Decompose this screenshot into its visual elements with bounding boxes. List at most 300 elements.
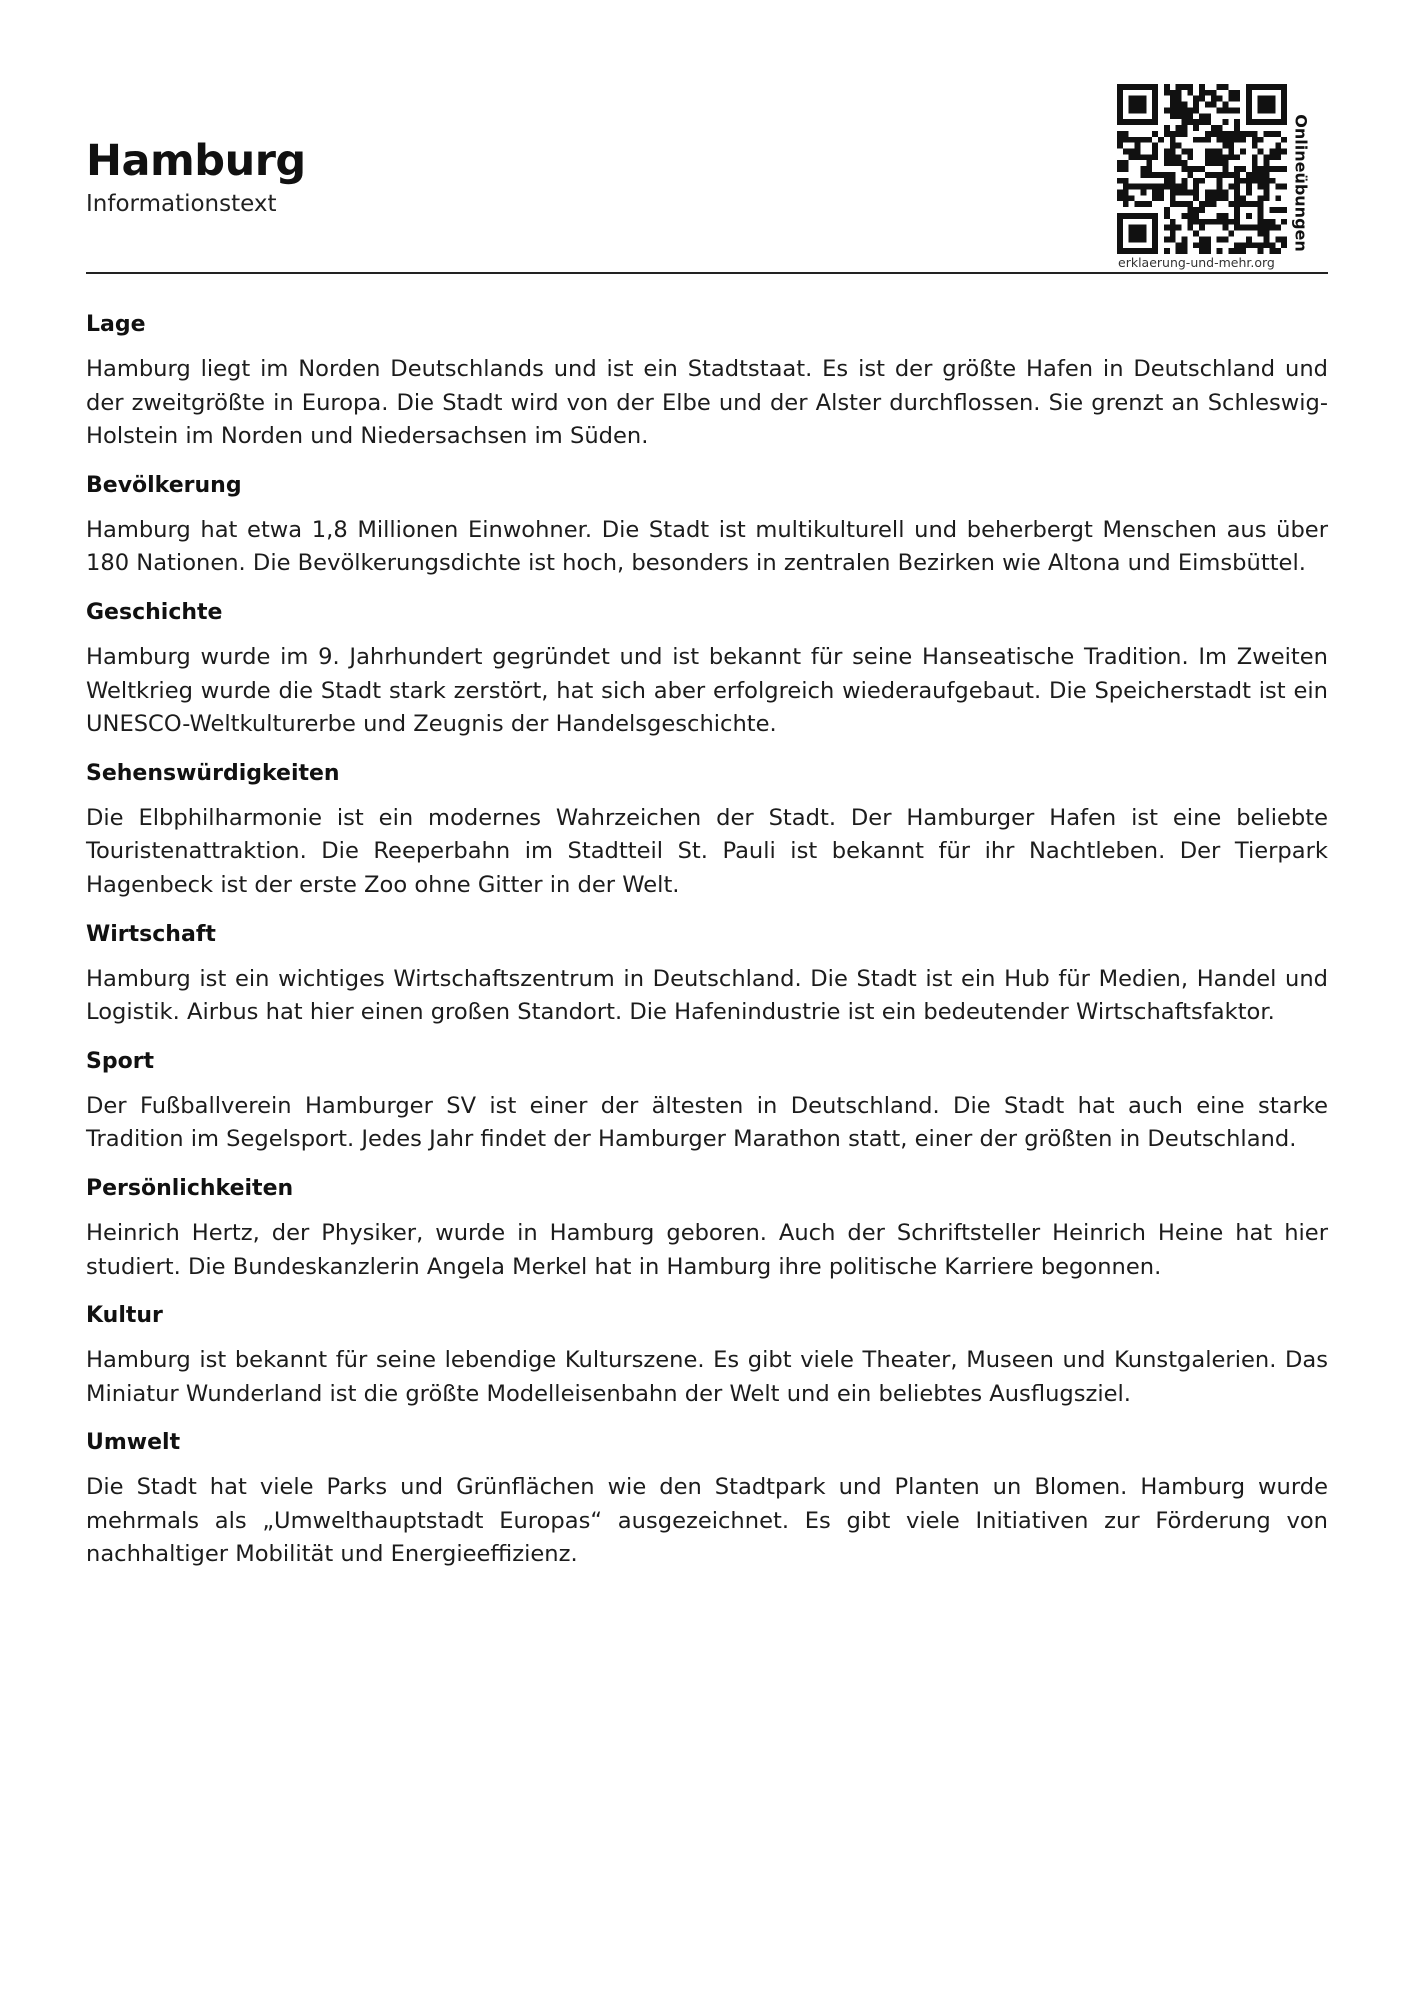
qr-module [1228,248,1234,254]
qr-module [1252,242,1258,248]
qr-module [1181,201,1187,207]
qr-module [1170,148,1176,154]
qr-module [1170,172,1176,178]
qr-module [1164,160,1170,166]
qr-module [1193,102,1199,108]
qr-module [1152,190,1158,196]
qr-module [1211,160,1217,166]
qr-module [1129,119,1135,125]
qr-module [1135,137,1141,143]
qr-module [1152,154,1158,160]
qr-module [1223,225,1229,231]
qr-module [1246,201,1252,207]
qr-module [1252,84,1258,90]
qr-module [1152,184,1158,190]
qr-module [1187,201,1193,207]
qr-module [1228,90,1234,96]
qr-module [1129,154,1135,160]
qr-module [1170,184,1176,190]
qr-module [1258,184,1264,190]
qr-module [1123,131,1129,137]
qr-module [1275,184,1281,190]
qr-module [1181,113,1187,119]
section-heading: Lage [86,312,146,337]
qr-module [1240,195,1246,201]
section-heading: Geschichte [86,599,223,625]
qr-module [1135,201,1141,207]
qr-module [1199,219,1205,225]
qr-module [1228,231,1234,237]
qr-module [1117,131,1123,137]
qr-module [1264,166,1270,172]
qr-module [1140,102,1146,108]
qr-module [1140,154,1146,160]
qr-module [1193,184,1199,190]
qr-module [1275,166,1281,172]
qr-module [1264,160,1270,166]
qr-module [1140,137,1146,143]
qr-module [1123,148,1129,154]
section-body: Die Stadt hat viele Parks und Grünflächen wie den Stadtpark und Planten un Blomen. Hamburg wurde mehrmals als „Umwelthauptstadt Europas“ ausgezeichnet. Es gibt viele Initiativen zur Förderung von nachhaltiger Mobilität und Energieeffizienz. [86,1474,1328,1568]
qr-module [1117,190,1123,196]
qr-module [1258,172,1264,178]
qr-module [1199,84,1205,90]
qr-module [1181,236,1187,242]
qr-module [1281,96,1287,102]
qr-module [1234,131,1240,137]
qr-module [1170,231,1176,237]
qr-module [1117,160,1123,166]
qr-module [1129,213,1135,219]
qr-module [1217,178,1223,184]
qr-module [1234,248,1240,254]
qr-module [1170,137,1176,143]
qr-module [1246,119,1252,125]
qr-module [1176,242,1182,248]
qr-module [1164,213,1170,219]
qr-module [1217,184,1223,190]
qr-module [1170,201,1176,207]
qr-module [1205,119,1211,125]
qr-module [1264,84,1270,90]
qr-code-icon[interactable] [1117,84,1287,254]
qr-module [1228,172,1234,178]
qr-module [1211,195,1217,201]
qr-module [1170,225,1176,231]
qr-module [1199,137,1205,143]
qr-module [1146,84,1152,90]
qr-module [1129,96,1135,102]
qr-module [1234,178,1240,184]
qr-module [1199,225,1205,231]
qr-module [1246,236,1252,242]
qr-module [1217,131,1223,137]
qr-module [1117,84,1123,90]
qr-module [1164,90,1170,96]
qr-module [1193,219,1199,225]
qr-module [1193,213,1199,219]
qr-module [1140,107,1146,113]
qr-module [1117,231,1123,237]
qr-module [1187,113,1193,119]
qr-module [1117,137,1123,143]
qr-module [1146,154,1152,160]
qr-module [1234,225,1240,231]
qr-module [1193,166,1199,172]
section-body: Hamburg liegt im Norden Deutschlands und ist ein Stadtstaat. Es ist der größte Hafen in Deutschland und der zweitgrößte in Europa. Die Stadt wird von der Elbe und der Alster durchflossen. Sie grenzt an Schleswig-Holstein im Norden und Niedersachsen im Süden. [86,356,1328,450]
qr-module [1123,213,1129,219]
qr-module [1135,148,1141,154]
qr-module [1269,131,1275,137]
qr-module [1234,207,1240,213]
qr-module [1258,201,1264,207]
qr-module [1205,137,1211,143]
qr-module [1140,119,1146,125]
qr-module [1187,148,1193,154]
qr-module [1123,84,1129,90]
qr-module [1181,131,1187,137]
qr-module [1199,207,1205,213]
qr-module [1205,236,1211,242]
qr-module [1258,137,1264,143]
qr-module [1135,107,1141,113]
qr-module [1181,213,1187,219]
qr-module [1264,242,1270,248]
section-body: Hamburg ist ein wichtiges Wirtschaftszentrum in Deutschland. Die Stadt ist ein Hub für Medien, Handel und Logistik. Airbus hat hier einen großen Standort. Die Hafenindustrie ist ein bedeutender Wirtschaftsfaktor. [86,965,1328,1026]
qr-module [1234,213,1240,219]
qr-module [1205,172,1211,178]
qr-module [1140,166,1146,172]
qr-module [1269,96,1275,102]
qr-module [1246,190,1252,196]
qr-module [1246,172,1252,178]
qr-module [1211,131,1217,137]
qr-module [1152,225,1158,231]
qr-module [1158,184,1164,190]
qr-module [1164,154,1170,160]
section-umwelt [86,1428,1328,1572]
qr-module [1228,148,1234,154]
qr-module [1140,225,1146,231]
qr-module [1223,160,1229,166]
qr-module [1228,137,1234,143]
qr-module [1199,248,1205,254]
qr-module [1181,166,1187,172]
section-heading: Sport [86,1048,155,1074]
qr-module [1223,137,1229,143]
section-body: Hamburg hat etwa 1,8 Millionen Einwohner. Die Stadt ist multikulturell und beherbergt Menschen aus über 180 Nationen. Die Bevölkerungsdichte ist hoch, besonders in zentralen Bezirken wie Altona und Eimsbüttel. [86,516,1328,577]
qr-module [1123,166,1129,172]
qr-module [1228,219,1234,225]
qr-module [1152,96,1158,102]
qr-module [1252,178,1258,184]
qr-module [1275,207,1281,213]
qr-module [1217,219,1223,225]
qr-module [1252,172,1258,178]
qr-module [1258,102,1264,108]
qr-module [1211,90,1217,96]
qr-module [1217,248,1223,254]
qr-module [1205,102,1211,108]
qr-module [1187,190,1193,196]
qr-module [1193,96,1199,102]
qr-module [1152,131,1158,137]
qr-module [1211,190,1217,196]
qr-module [1164,184,1170,190]
qr-module [1117,219,1123,225]
qr-side-label-text: Onlineübungen [1291,114,1311,252]
qr-module [1181,84,1187,90]
qr-module [1170,178,1176,184]
qr-module [1240,131,1246,137]
qr-module [1152,236,1158,242]
qr-module [1140,184,1146,190]
qr-module [1264,178,1270,184]
qr-module [1135,236,1141,242]
qr-module [1176,96,1182,102]
qr-module [1223,166,1229,172]
qr-module [1234,154,1240,160]
qr-module [1181,107,1187,113]
qr-module [1199,96,1205,102]
qr-module [1199,119,1205,125]
qr-module [1152,219,1158,225]
page-subtitle: Informationstext [86,191,277,217]
qr-module [1252,201,1258,207]
qr-module [1129,84,1135,90]
qr-module [1205,148,1211,154]
section-body: Der Fußballverein Hamburger SV ist einer der ältesten in Deutschland. Die Stadt hat auch eine starke Tradition im Segelsport. Jedes Jahr findet der Hamburger Marathon statt, einer der größten in Deutschland. [86,1092,1328,1153]
qr-module [1269,84,1275,90]
qr-module [1187,90,1193,96]
qr-module [1181,148,1187,154]
qr-module [1176,90,1182,96]
qr-module [1129,225,1135,231]
qr-module [1240,148,1246,154]
qr-module [1129,107,1135,113]
section-body: Hamburg ist bekannt für seine lebendige Kulturszene. Es gibt viele Theater, Museen und Kunstgalerien. Das Miniatur Wunderland ist die größte Modelleisenbahn der Welt und ein beliebtes Ausflugsziel. [86,1347,1328,1407]
qr-module [1193,190,1199,196]
qr-module [1193,137,1199,143]
qr-module [1199,242,1205,248]
text-content [86,310,1328,1589]
qr-module [1269,154,1275,160]
section-heading: Kultur [86,1303,163,1329]
qr-module [1176,131,1182,137]
qr-module [1193,119,1199,125]
qr-module [1170,102,1176,108]
qr-module [1211,172,1217,178]
section-bevoelkerung [86,471,1328,581]
qr-module [1281,102,1287,108]
qr-module [1176,154,1182,160]
qr-module [1228,107,1234,113]
qr-module [1181,190,1187,196]
qr-module [1140,96,1146,102]
qr-module [1217,236,1223,242]
qr-module [1164,107,1170,113]
qr-module [1264,195,1270,201]
qr-module [1258,96,1264,102]
section-body: Hamburg wurde im 9. Jahrhundert gegründet und ist bekannt für seine Hanseatische Tradition. Im Zweiten Weltkrieg wurde die Stadt stark zerstört, hat sich aber erfolgreich wiederaufgebaut. Die Speicherstadt ist ein UNESCO-Weltkulturerbe und Zeugnis der Handelsgeschichte. [86,643,1328,738]
qr-module [1146,137,1152,143]
qr-module [1223,131,1229,137]
qr-module [1164,84,1170,90]
qr-module [1217,84,1223,90]
qr-module [1269,207,1275,213]
qr-module [1223,195,1229,201]
qr-module [1129,148,1135,154]
qr-module [1164,225,1170,231]
qr-module [1252,131,1258,137]
section-heading: Sehenswürdigkeiten [86,760,340,786]
qr-module [1217,172,1223,178]
qr-module [1269,166,1275,172]
qr-module [1152,172,1158,178]
qr-module [1193,125,1199,131]
section-body: Die Elbphilharmonie ist ein modernes Wahrzeichen der Stadt. Der Hamburger Hafen ist eine beliebte Touristenattraktion. Die Reeperbahn im Stadtteil St. Pauli ist bekannt für ihr Nachtleben. Der Tierpark Hagenbeck ist der erste Zoo ohne Gitter in der Welt. [86,804,1328,898]
qr-module [1117,213,1123,219]
qr-module [1258,231,1264,237]
qr-module [1252,137,1258,143]
qr-module [1176,225,1182,231]
header-divider [86,272,1328,274]
qr-module [1193,178,1199,184]
qr-module [1146,213,1152,219]
qr-module [1269,178,1275,184]
qr-module [1240,178,1246,184]
qr-module [1246,90,1252,96]
qr-module [1187,219,1193,225]
qr-module [1234,119,1240,125]
qr-module [1117,242,1123,248]
page-title: Hamburg [86,136,306,186]
qr-module [1264,184,1270,190]
qr-module [1269,225,1275,231]
qr-module [1269,102,1275,108]
qr-module [1240,137,1246,143]
qr-module [1205,190,1211,196]
section-kultur [86,1301,1328,1411]
qr-module [1252,143,1258,149]
qr-module [1264,154,1270,160]
qr-code-block[interactable] [1117,84,1292,244]
qr-module [1264,219,1270,225]
qr-module [1135,84,1141,90]
qr-module [1234,242,1240,248]
qr-module [1246,178,1252,184]
qr-module [1181,178,1187,184]
qr-module [1275,248,1281,254]
qr-module [1176,201,1182,207]
qr-module [1217,125,1223,131]
qr-module [1129,137,1135,143]
qr-module [1199,236,1205,242]
qr-module [1217,148,1223,154]
qr-module [1152,102,1158,108]
qr-module [1199,166,1205,172]
qr-module [1252,160,1258,166]
qr-module [1140,84,1146,90]
qr-module [1217,154,1223,160]
qr-module [1135,96,1141,102]
qr-module [1140,190,1146,196]
qr-module [1187,107,1193,113]
qr-url[interactable]: erklaerung-und-mehr.org [1118,255,1275,270]
qr-module [1140,201,1146,207]
qr-module [1152,242,1158,248]
qr-module [1275,236,1281,242]
qr-module [1135,225,1141,231]
qr-module [1152,248,1158,254]
qr-module [1170,236,1176,242]
qr-module [1228,201,1234,207]
qr-module [1211,102,1217,108]
qr-module [1152,213,1158,219]
qr-module [1117,96,1123,102]
qr-module [1223,143,1229,149]
qr-module [1246,102,1252,108]
qr-module [1158,190,1164,196]
qr-module [1187,84,1193,90]
qr-module [1181,119,1187,125]
qr-module [1246,107,1252,113]
qr-module [1193,207,1199,213]
qr-module [1176,84,1182,90]
qr-module [1117,248,1123,254]
qr-module [1275,148,1281,154]
qr-module [1246,225,1252,231]
qr-module [1205,201,1211,207]
section-heading: Wirtschaft [86,921,216,947]
qr-module [1146,248,1152,254]
qr-module [1269,119,1275,125]
section-heading: Bevölkerung [86,472,242,498]
qr-module [1234,166,1240,172]
qr-module [1170,107,1176,113]
qr-module [1193,107,1199,113]
qr-module [1146,201,1152,207]
section-heading: Umwelt [86,1430,181,1456]
qr-module [1117,236,1123,242]
qr-module [1170,190,1176,196]
qr-module [1176,160,1182,166]
qr-module [1252,225,1258,231]
qr-module [1223,172,1229,178]
qr-module [1117,102,1123,108]
qr-module [1234,90,1240,96]
qr-module [1123,119,1129,125]
qr-module [1176,184,1182,190]
qr-module [1199,113,1205,119]
qr-module [1176,125,1182,131]
qr-module [1258,195,1264,201]
qr-module [1117,107,1123,113]
qr-module [1234,219,1240,225]
qr-module [1223,102,1229,108]
qr-module [1269,107,1275,113]
qr-module [1123,190,1129,196]
qr-module [1223,213,1229,219]
qr-module [1234,190,1240,196]
qr-module [1152,119,1158,125]
qr-module [1146,119,1152,125]
qr-module [1223,107,1229,113]
qr-module [1211,148,1217,154]
qr-module [1152,107,1158,113]
qr-module [1246,242,1252,248]
qr-module [1170,96,1176,102]
